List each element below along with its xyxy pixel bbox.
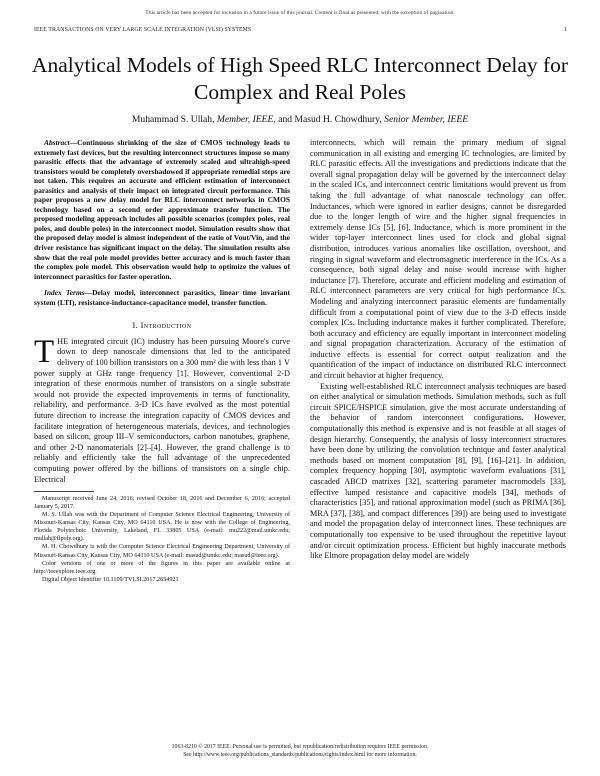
footnote-rule: [34, 491, 94, 492]
permissions-link: See http://www.ieee.org/publications_standards/publications/rights/index.html for more information.: [183, 752, 417, 758]
footnote-received: Manuscript received June 24, 2016; revised October 18, 2016 and December 6, 2016; accepted January 5, 2017.: [34, 496, 290, 511]
abstract-text: —Continuous shrinking of the size of CMOS technology leads to extremely fast devices, but the resulting interconnect structures impose so many parasitic effects that the advantage of extremely scaled and ultrahigh-speed transistors would be completely overshadowed if appropriate remedial steps are not taken. This requires an accurate and efficient estimation of interconnect parasitics and analysis of their impact on integrated circuit performance. This paper proposes a new delay model for RLC interconnect networks in CMOS technology based on a second order approximate transfer function. The proposed modeling approach includes all possible scenarios (complex poles, real poles, and double poles) in the interconnect model. Simulation results show that the proposed delay model is almost independent of the ratio of Vout/Vin, and the driver resistance has significant impact on the delay. The simulation results also show that the real pole model provides better accuracy and is much faster than the complex pole model. This observation would help to optimize the values of interconnect parasitics for faster operation.: [34, 138, 290, 281]
paper-title: Analytical Models of High Speed RLC Interconnect Delay for Complex and Real Poles: [31, 53, 569, 104]
index-terms-label: Index Terms: [44, 288, 85, 298]
author-2: and Masud H. Chowdhury,: [278, 114, 382, 125]
author-line: [30, 114, 570, 125]
index-terms-text: —Delay model, interconnect parasitics, linear time invariant system (LTI), resistance-inductance-capacitance model, transfer function.: [34, 288, 290, 307]
author-1-role: Member, IEEE,: [216, 114, 276, 125]
right-paragraph-2: Existing well-established RLC interconnect analysis techniques are based on either analytical or simulation methods. Simulation methods, such as full circuit SPICE/HSPICE simulation, give the most accurate understanding of the behavior of random interconnect configurations. However, computationally this method is expensive and is not feasible at all stages of design hierarchy. Consequently, the analysis of lossy interconnect structures have been done by utilizing the convolution technique and faster analytical methods based on moment computation [8], [9], [16]–[21]. In addition, complex frequency hopping [30], asymptotic waveform evaluations [31], cascaded ABCD matrixes [32], scattering parameter macromodels [33], effective lumped resistance and capacitive models [34], methods of characteristics [35], and rational approximation model (such as PRIMA [36], MRA [37], [38], and compact differences [39]) are being used to investigate and model the propagation delay of interconnect lines. These techniques are computationally too expensive to be used throughout the repetitive layout and/or circuit optimization process. Efficient but highly inaccurate methods like Elmore propagation delay model are widely: [310, 381, 566, 561]
drop-cap: T: [34, 333, 55, 370]
journal-name: IEEE TRANSACTIONS ON VERY LARGE SCALE INTEGRATION (VLSI) SYSTEMS: [34, 27, 252, 33]
copyright-footer: [0, 743, 600, 759]
page-number: 1: [564, 27, 567, 33]
right-paragraph-1: interconnects, which will remain the primary medium of signal communication in all existing and emerging IC technologies, are limited by RLC parasitic effects. All the investigations and predictions indicate that the overall signal propagation delay will be governed by the interconnect delay in the scaled ICs, and interconnect centric limitations would prevent us from taking the full advantage of what nanoscale technology can offer. Inductances, which were ignored in earlier designs, cannot be disregarded due to the longer length of wire and the higher signal frequencies in extremely dense ICs [5], [6]. Inductance, which is more prominent in the wider top-layer interconnect lines used for clock and global signal distribution, introduces various anomalies like oscillation, overshoot, and ringing in signal waveform and electromagnetic interference in the ICs. As a consequence, both signal delay and noise would increase with higher inductance [7]. Therefore, accurate and efficient modeling and estimation of RLC interconnect parameters are very critical for high performance ICs. Modeling and analyzing interconnect parasitic elements are fundamentally difficult from a computational point of view due to the 3-D effects inside complex ICs. Including inductance makes it further complicated. Therefore, both accuracy and efficiency are equally important in interconnect modeling and signal propagation characterization. Accuracy of the estimation of inductive effects is essential for correct output realization and the quantification of the impact of inductance on distributed RLC interconnect and circuit behavior at higher frequency.: [310, 138, 566, 381]
intro-text: HE integrated circuit (IC) industry has been pursuing Moore's curve down to deep nanoscale dimensions that led to the anticipated delivery of 100 billion transistors on a 300 mm² die with less than 1 V power supply at GHz range frequency [1]. However, conventional 2-D integration of these enormous number of transistors on a single substrate would not provide the expected improvements in terms of functionality, reliability, and performance. 3-D ICs have evolved as the most potential future direction to increase the integration capacity of CMOS devices and facilitate integration of heterogeneous materials, devices, and technologies based on silicon, group III–V semiconductors, carbon nanotubes, graphene, and other 2-D nanomaterials [2]–[4]. However, the grand challenge is to reliably and efficiently take the full advantage of the unprecedented computing power offered by the billions of transistors on a single chip. Electrical: [34, 336, 290, 484]
running-head: [34, 27, 567, 33]
footnote-color: Color versions of one or more of the figures in this paper are available online at http://ieeexplore.ieee.org.: [34, 560, 290, 575]
abstract: [34, 138, 290, 281]
intro-paragraph: [34, 333, 290, 485]
footnote-author-1: M. S. Ullah was with the Department of Computer Science Electrical Engineering, University of Missouri-Kansas City, Kansas City, MO 64110 USA. He is now with the College of Engineering, Florida Polytechnic University, Lakeland, FL 33805 USA (e-mail: mu222@mail.umkc.edu; mullah@flpoly.org).: [34, 512, 290, 543]
left-column: [34, 138, 290, 584]
section-heading-introduction: I. Introduction: [132, 321, 192, 331]
copyright-line: 1063-8210 © 2017 IEEE. Personal use is permitted, but republication/redistribution requires IEEE permission.: [171, 744, 429, 750]
right-column: [310, 138, 566, 562]
abstract-label: Abstract: [44, 138, 70, 147]
footnote-author-2: M. H. Chowdhury is with the Computer Science Electrical Engineering Department, University of Missouri-Kansas City, Kansas City, MO 64110 USA (e-mail: masud@umkc.edu; masud@ieee.org).: [34, 544, 290, 559]
footnote-doi: Digital Object Identifier 10.1109/TVLSI.2017.2654921: [42, 576, 179, 583]
index-terms: [34, 288, 290, 307]
acceptance-notice: This article has been accepted for inclusion in a future issue of this journal. Content is final as presented, with the exception of pagination.: [145, 10, 455, 16]
author-2-role: Senior Member, IEEE: [384, 114, 469, 125]
author-1: Muhammad S. Ullah,: [131, 114, 215, 125]
